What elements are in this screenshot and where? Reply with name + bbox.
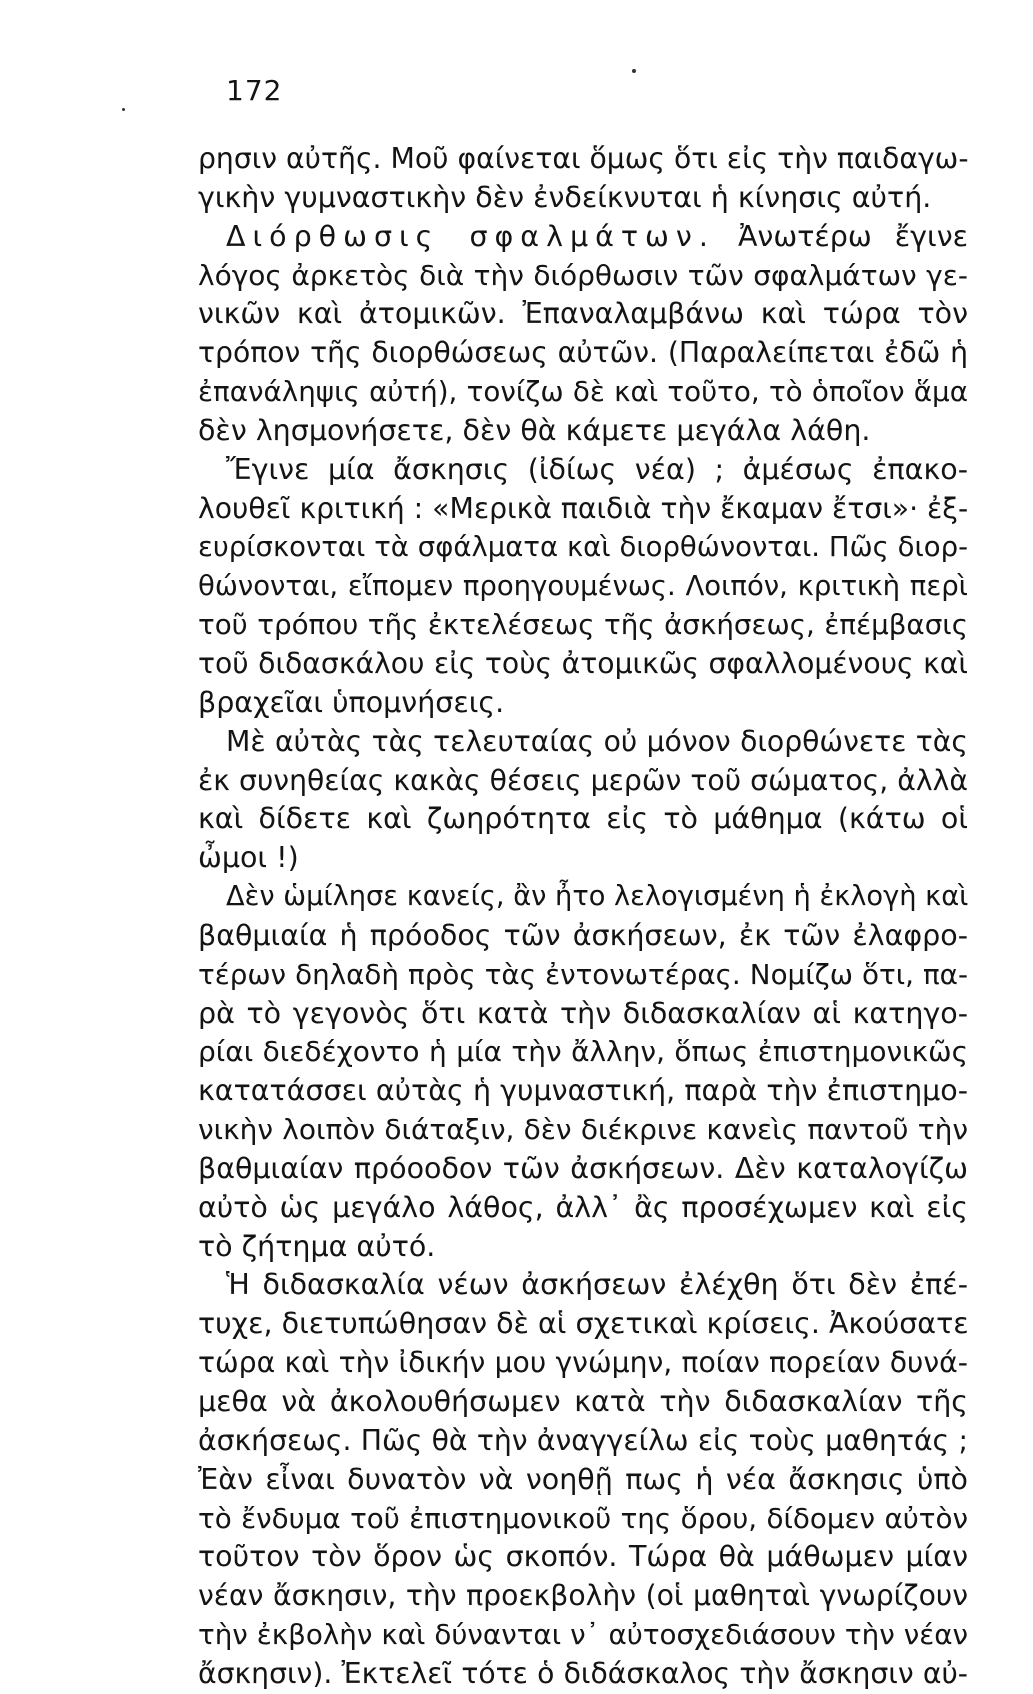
text-line: νικῶν καὶ ἀτομικῶν. Ἐπαναλαμβάνω καὶ τώρα τὸν — [198, 297, 968, 331]
text-line: ρὰ τὸ γεγονὸς ὅτι κατὰ τὴν διδασκαλίαν αἱ κατηγο- — [198, 996, 968, 1030]
text-line: νέαν ἄσκησιν, τὴν προεκβολὴν (οἱ μαθηταὶ γνωρίζουν — [198, 1579, 968, 1613]
print-speck — [122, 108, 125, 111]
text-line: κατατάσσει αὐτὰς ἡ γυμναστική, παρὰ τὴν ἐπιστημο- — [198, 1074, 968, 1108]
text-line: ἐπανάληψις αὐτή), τονίζω δὲ καὶ τοῦτο, τὸ ὁποῖον ἅμα — [198, 375, 968, 409]
text-line: Μὲ αὐτὰς τὰς τελευταίας οὐ μόνον διορθώνετε τὰς — [226, 724, 968, 758]
text-line: λουθεῖ κριτική : «Μερικὰ παιδιὰ τὴν ἔκαμαν ἔτσι»· ἐξ- — [198, 491, 969, 525]
text-line: τοῦ τρόπου τῆς ἐκτελέσεως τῆς ἀσκήσεως, ἐπέμβασις — [198, 608, 968, 642]
body-text — [198, 140, 968, 1694]
text-line — [198, 218, 968, 257]
text-line: ευρίσκονται τὰ σφάλματα καὶ διορθώνονται. Πῶς διορ- — [198, 531, 968, 564]
text-line: τοῦ διδασκάλου εἰς τοὺς ἀτομικῶς σφαλλομένους καὶ — [198, 646, 968, 680]
text-line: Ἔγινε μία ἄσκησις (ἰδίως νέα) ; ἀμέσως ἐπακο- — [226, 452, 968, 486]
text-line: βαθμιαίαν πρόοοδον τῶν ἀσκήσεων. Δὲν καταλογίζω — [198, 1151, 968, 1185]
text-line: τὸ ζήτημα αὐτό. — [198, 1229, 436, 1263]
page-number: 172 — [226, 74, 283, 107]
text-line: τὴν ἐκβολὴν καὶ δύνανται ν᾿ αὐτοσχεδιάσουν τὴν νέαν — [198, 1618, 968, 1652]
text-line: τὸ ἔνδυμα τοῦ ἐπιστημονικοῦ της ὅρου, δίδομεν αὐτὸν — [198, 1501, 968, 1535]
text-line: ρίαι διεδέχοντο ἡ μία τὴν ἄλλην, ὅπως ἐπιστημονικῶς — [198, 1035, 968, 1069]
text-line: Ἐὰν εἶναι δυνατὸν νὰ νοηθῇ πως ἡ νέα ἄσκησις ὑπὸ — [198, 1462, 968, 1496]
text-line: βαθμιαία ἡ πρόοδος τῶν ἀσκήσεων, ἐκ τῶν ἐλαφρο- — [198, 918, 968, 952]
text-line: τυχε, διετυπώθησαν δὲ αἱ σχετικαὶ κρίσεις. Ἀκούσατε — [198, 1307, 969, 1341]
text-line: μεθα νὰ ἀκολουθήσωμεν κατὰ τὴν διδασκαλίαν τῆς — [198, 1385, 968, 1418]
text-line: ρησιν αὐτῆς. Μοῦ φαίνεται ὅμως ὅτι εἰς τὴν παιδαγω- — [198, 142, 969, 175]
text-line: ἐκ συνηθείας κακὰς θέσεις μερῶν τοῦ σώματος, ἀλλὰ — [198, 763, 968, 797]
text-line: τοῦτον τὸν ὅρον ὡς σκοπόν. Τώρα θὰ μάθωμεν μίαν — [198, 1540, 968, 1574]
text-line: ἀσκήσεως. Πῶς θὰ τὴν ἀναγγείλω εἰς τοὺς μαθητάς ; — [198, 1423, 968, 1457]
text-line: γικὴν γυμναστικὴν δὲν ἐνδείκνυται ἡ κίνησις αὐτή. — [198, 180, 932, 214]
section-heading: Διόρθωσις σφαλμάτων. — [226, 219, 715, 253]
text-line: αὐτὸ ὡς μεγάλο λάθος, ἀλλ᾿ ἂς προσέχωμεν καὶ εἰς — [198, 1190, 968, 1224]
print-speck — [632, 69, 636, 73]
text-line: Ἡ διδασκαλία νέων ἀσκήσεων ἐλέχθη ὅτι δὲν ἐπέ- — [226, 1268, 968, 1302]
text-line: τρόπον τῆς διορθώσεως αὐτῶν. (Παραλείπεται ἐδῶ ἡ — [198, 336, 968, 370]
text-line: βραχεῖαι ὑπομνήσεις. — [198, 685, 505, 719]
text-line: καὶ δίδετε καὶ ζωηρότητα εἰς τὸ μάθημα (κάτω οἱ — [198, 802, 968, 836]
text-line: τώρα καὶ τὴν ἰδικήν μου γνώμην, ποίαν πορείαν δυνά- — [198, 1346, 968, 1380]
text-line: Δὲν ὡμίλησε κανείς, ἂν ἦτο λελογισμένη ἡ ἐκλογὴ καὶ — [226, 881, 969, 913]
text-run: Ἀνωτέρω ἔγινε — [737, 219, 969, 253]
text-line: λόγος ἀρκετὸς διὰ τὴν διόρθωσιν τῶν σφαλμάτων γε- — [198, 258, 968, 292]
text-line: νικὴν λοιπὸν διάταξιν, δὲν διέκρινε κανεὶς παντοῦ τὴν — [198, 1113, 968, 1147]
text-line: ἄσκησιν). Ἐκτελεῖ τότε ὁ διδάσκαλος τὴν ἄσκησιν αὐ- — [198, 1656, 968, 1690]
text-line: δὲν λησμονήσετε, δὲν θὰ κάμετε μεγάλα λάθη. — [198, 413, 871, 447]
text-line: ὦμοι !) — [198, 841, 299, 875]
text-line: θώνονται, εἴπομεν προηγουμένως. Λοιπόν, κριτικὴ περὶ — [198, 570, 968, 603]
text-line: τέρων δηλαδὴ πρὸς τὰς ἐντονωτέρας. Νομίζω ὅτι, πα- — [198, 957, 968, 991]
